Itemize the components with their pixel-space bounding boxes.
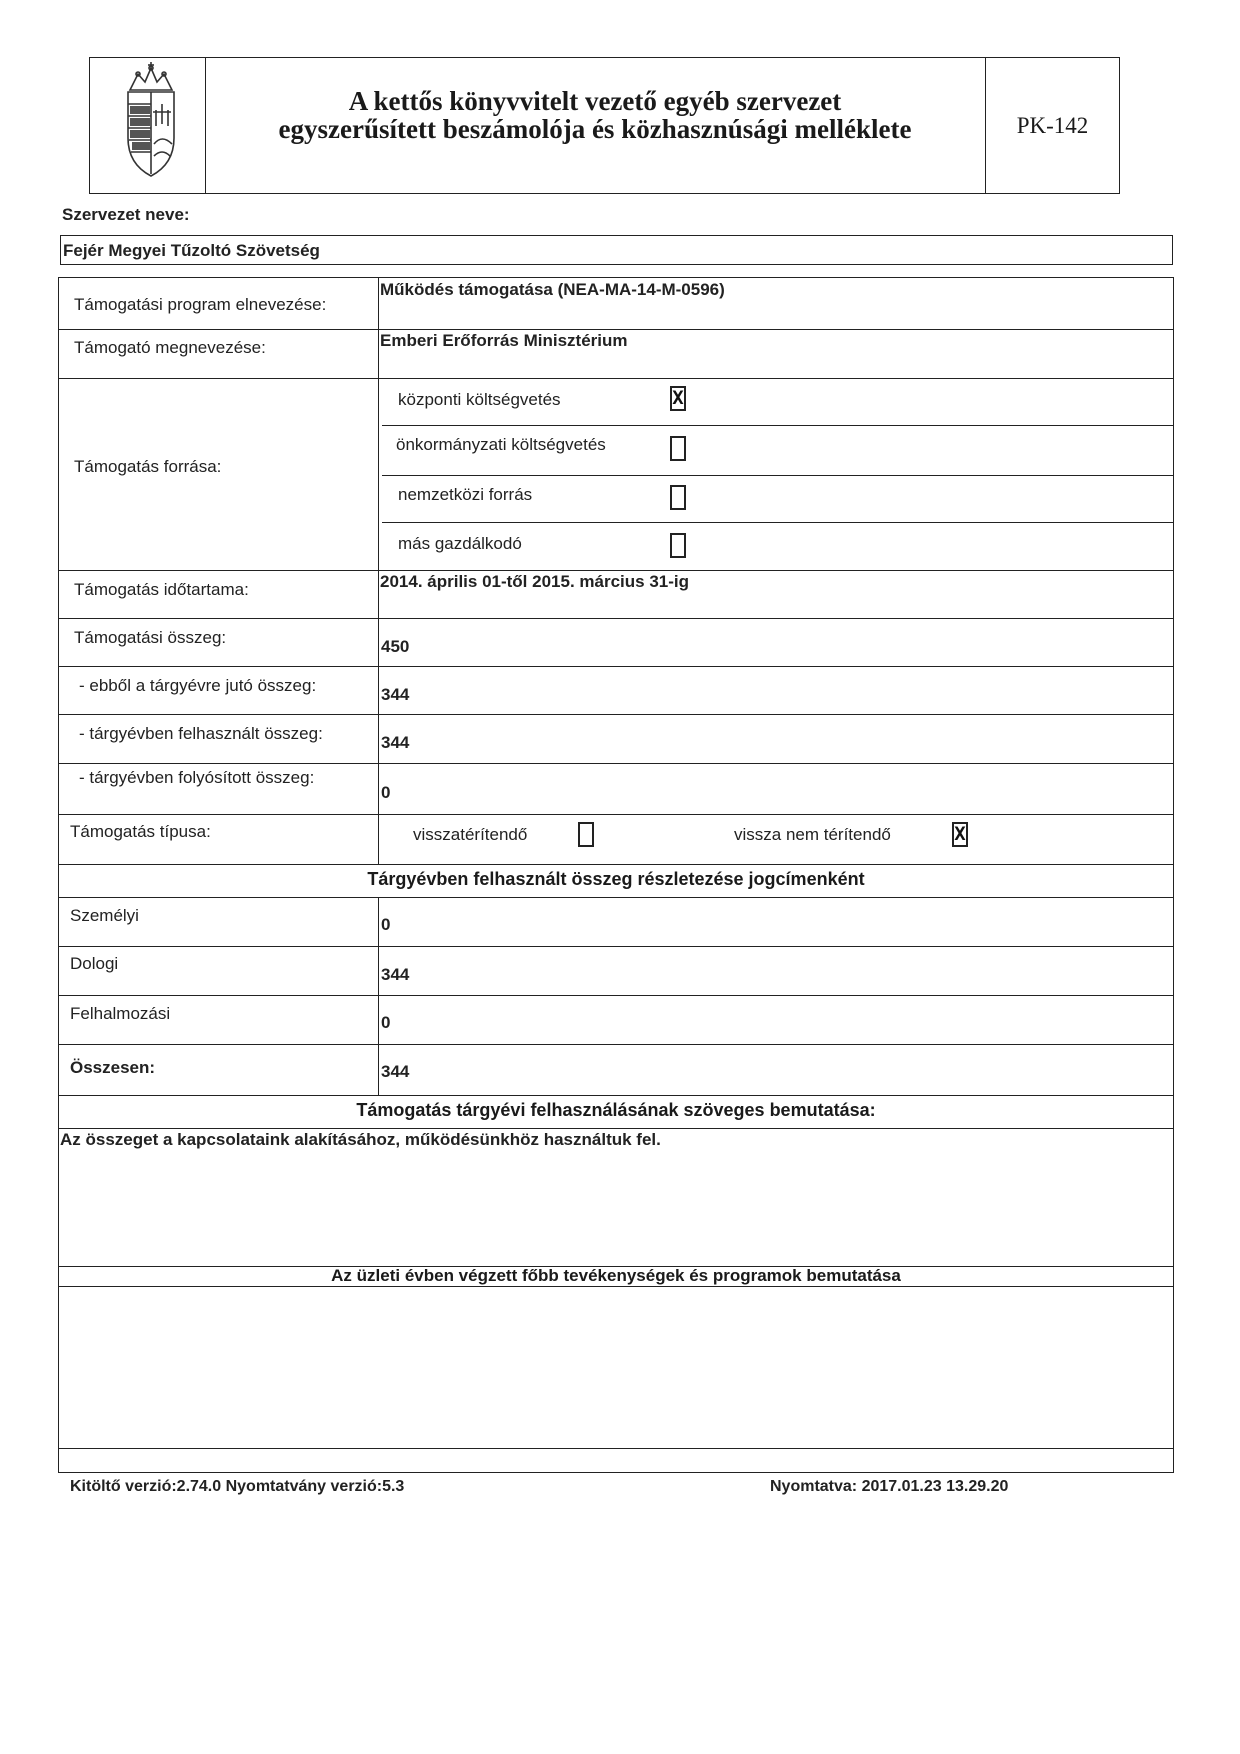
source-option-central-label: központi költségvetés <box>398 390 561 409</box>
year-share-value: 344 <box>381 685 410 704</box>
source-option-municipal-label: önkormányzati költségvetés <box>396 435 606 454</box>
source-option-municipal-checkbox[interactable] <box>670 436 686 461</box>
description-heading: Támogatás tárgyévi felhasználásának szöveges bemutatása: <box>356 1100 876 1120</box>
source-option-other-checkbox[interactable] <box>670 533 686 558</box>
form-title-line1: A kettős könyvvitelt vezető egyéb szervezet <box>348 86 842 116</box>
support-source-label: Támogatás forrása: <box>74 457 222 476</box>
program-name-label: Támogatási program elnevezése: <box>74 295 327 314</box>
personal-label: Személyi <box>70 906 139 925</box>
accumulation-label: Felhalmozási <box>70 1004 171 1023</box>
hungarian-coat-of-arms-icon <box>118 60 184 182</box>
total-value: 344 <box>381 1062 410 1081</box>
type-refundable-checkbox[interactable] <box>578 822 594 847</box>
form-code: PK-142 <box>1016 113 1089 138</box>
supporter-value: Emberi Erőforrás Minisztérium <box>380 331 628 350</box>
organization-name: Fejér Megyei Tűzoltó Szövetség <box>63 241 320 260</box>
support-type-label: Támogatás típusa: <box>70 822 211 841</box>
material-value: 344 <box>381 965 410 984</box>
accumulation-value: 0 <box>381 1013 391 1032</box>
paid-amount-value: 0 <box>381 783 391 802</box>
type-refundable-label: visszatérítendő <box>413 825 528 844</box>
program-name-value: Működés támogatása (NEA-MA-14-M-0596) <box>380 280 725 299</box>
used-amount-value: 344 <box>381 733 410 752</box>
duration-label: Támogatás időtartama: <box>74 580 249 599</box>
supporter-label: Támogató megnevezése: <box>74 338 266 357</box>
form-title-line2: egyszerűsített beszámolója és közhasznúsági melléklete <box>278 114 912 144</box>
organization-label: Szervezet neve: <box>62 205 190 224</box>
personal-value: 0 <box>381 915 391 934</box>
total-label: Összesen: <box>70 1058 156 1077</box>
coat-of-arms-logo <box>118 60 184 182</box>
source-option-other-label: más gazdálkodó <box>398 534 522 553</box>
material-label: Dologi <box>70 954 119 973</box>
breakdown-heading: Tárgyévben felhasznált összeg részletezése jogcímenként <box>367 869 865 889</box>
activities-text-area[interactable] <box>62 1290 1168 1444</box>
duration-value: 2014. április 01-től 2015. március 31-ig <box>380 572 689 591</box>
amount-value: 450 <box>381 637 410 656</box>
footer-printed: Nyomtatva: 2017.01.23 13.29.20 <box>770 1478 1009 1495</box>
type-nonrefundable-label: vissza nem térítendő <box>734 825 891 844</box>
source-option-international-checkbox[interactable] <box>670 485 686 510</box>
used-amount-label: - tárgyévben felhasznált összeg: <box>79 724 323 743</box>
source-option-international-label: nemzetközi forrás <box>398 485 533 504</box>
activities-heading: Az üzleti évben végzett főbb tevékenységek és programok bemutatása <box>331 1266 901 1285</box>
type-nonrefundable-checkbox[interactable]: X <box>952 822 968 847</box>
year-share-label: - ebből a tárgyévre jutó összeg: <box>79 676 317 695</box>
paid-amount-label: - tárgyévben folyósított összeg: <box>79 768 315 787</box>
description-text[interactable]: Az összeget a kapcsolataink alakításához, működésünkhöz használtuk fel. <box>60 1130 661 1149</box>
amount-label: Támogatási összeg: <box>74 628 227 647</box>
footer-version: Kitöltő verzió:2.74.0 Nyomtatvány verzió:5.3 <box>70 1478 405 1495</box>
source-option-central-checkbox[interactable]: X <box>670 386 686 411</box>
